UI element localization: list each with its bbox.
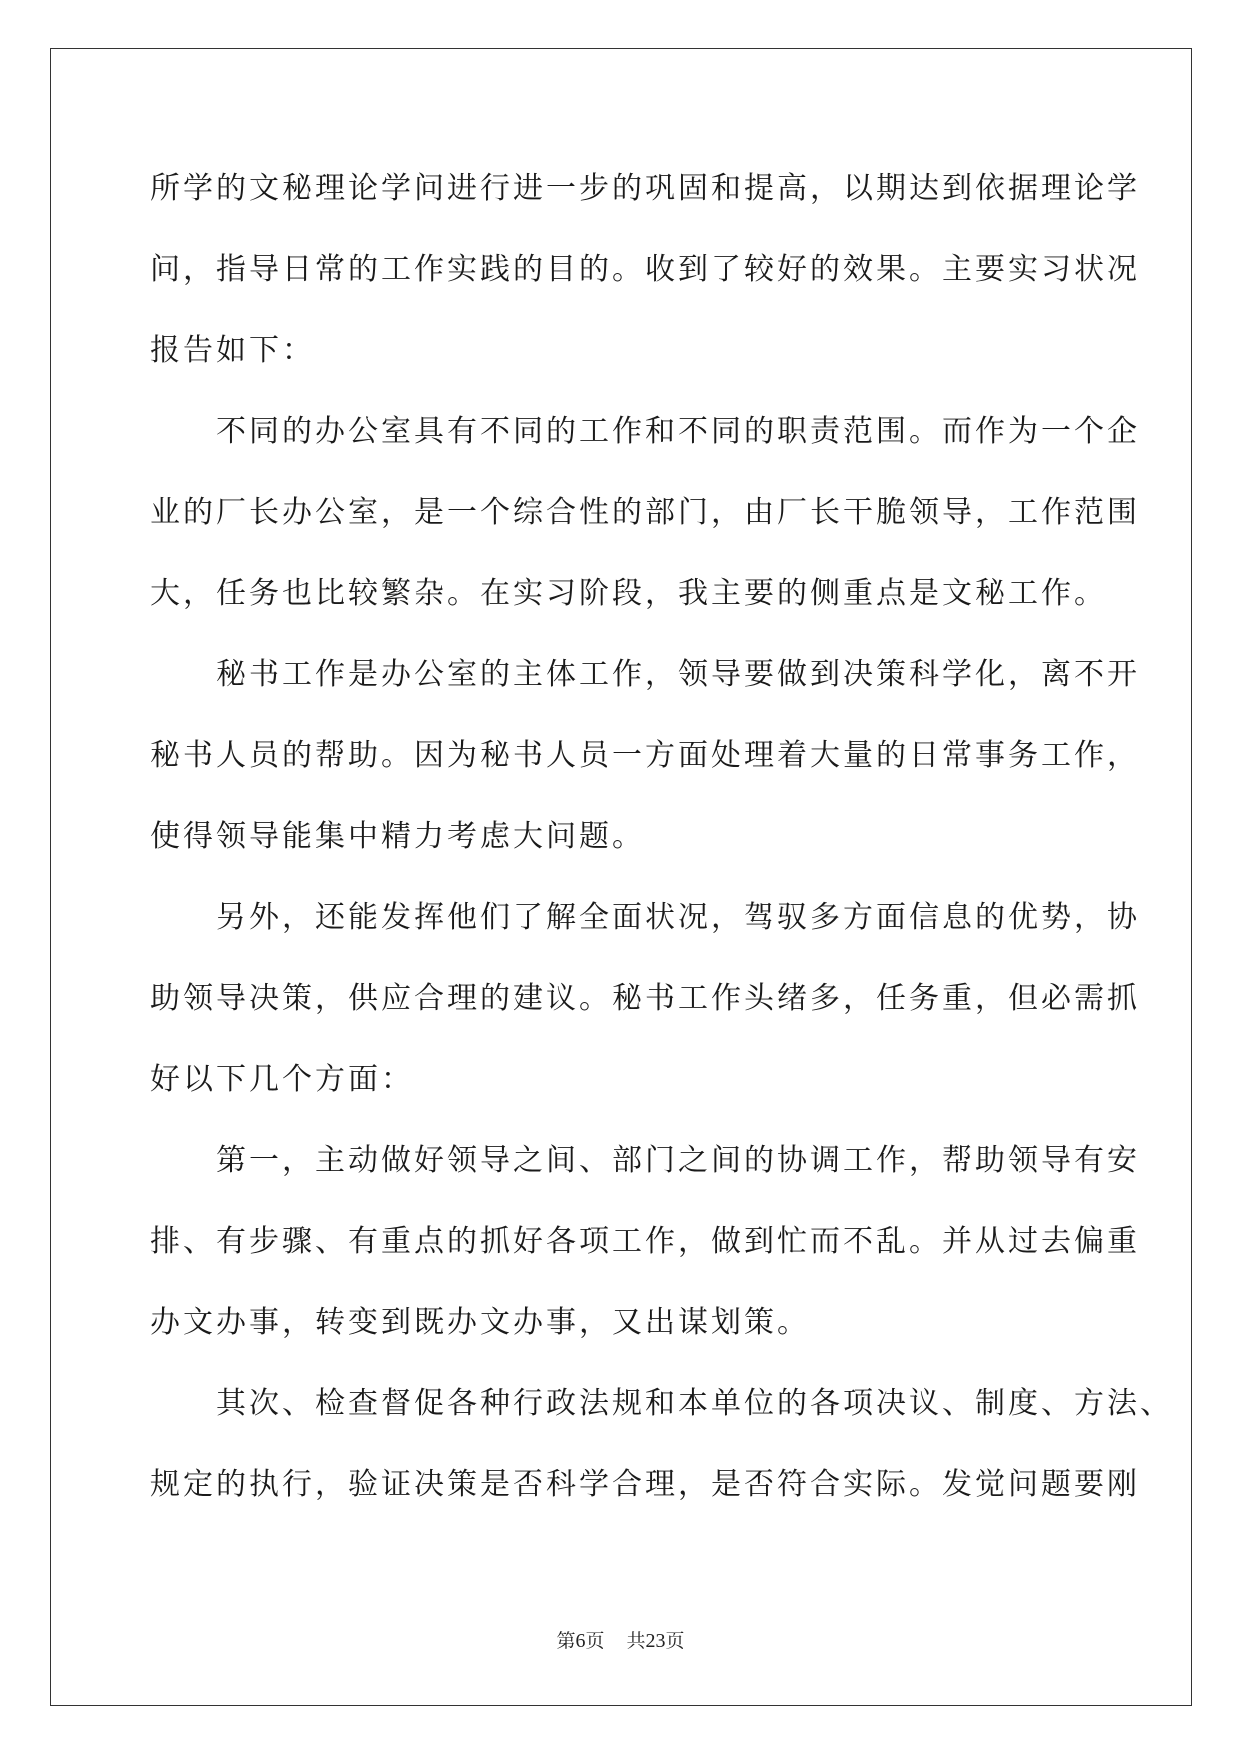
text-line: 报告如下： bbox=[150, 333, 315, 368]
page-prefix: 第 bbox=[556, 1630, 576, 1652]
text-line: 问，指导日常的工作实践的目的。收到了较好的效果。主要实习状况 bbox=[150, 252, 1140, 287]
text-line: 大，任务也比较繁杂。在实习阶段，我主要的侧重点是文秘工作。 bbox=[150, 576, 1107, 611]
text-line: 秘书人员的帮助。因为秘书人员一方面处理着大量的日常事务工作， bbox=[150, 738, 1140, 773]
page-number: 6 bbox=[575, 1630, 586, 1652]
paragraph-first-line: 第一，主动做好领导之间、部门之间的协调工作，帮助领导有安 bbox=[216, 1143, 1140, 1178]
total-pages: 23 bbox=[645, 1630, 666, 1652]
paragraph-first-line: 另外，还能发挥他们了解全面状况，驾驭多方面信息的优势，协 bbox=[216, 900, 1140, 935]
text-line: 使得领导能集中精力考虑大问题。 bbox=[150, 819, 645, 854]
text-line: 排、有步骤、有重点的抓好各项工作，做到忙而不乱。并从过去偏重 bbox=[150, 1224, 1140, 1259]
text-line: 好以下几个方面： bbox=[150, 1062, 414, 1097]
paragraph-first-line: 其次、检查督促各种行政法规和本单位的各项决议、制度、方法、 bbox=[216, 1386, 1173, 1421]
text-line: 业的厂长办公室，是一个综合性的部门，由厂长干脆领导，工作范围 bbox=[150, 495, 1140, 530]
page-footer bbox=[0, 1626, 1241, 1653]
paragraph-first-line: 秘书工作是办公室的主体工作，领导要做到决策科学化，离不开 bbox=[216, 657, 1140, 692]
total-prefix: 共 bbox=[626, 1630, 646, 1652]
text-line: 所学的文秘理论学问进行进一步的巩固和提高，以期达到依据理论学 bbox=[150, 171, 1140, 206]
text-line: 助领导决策，供应合理的建议。秘书工作头绪多，任务重，但必需抓 bbox=[150, 981, 1140, 1016]
document-body bbox=[150, 162, 1173, 1539]
text-line: 规定的执行，验证决策是否科学合理，是否符合实际。发觉问题要刚 bbox=[150, 1467, 1140, 1502]
paragraph-first-line: 不同的办公室具有不同的工作和不同的职责范围。而作为一个企 bbox=[216, 414, 1140, 449]
text-line: 办文办事，转变到既办文办事，又出谋划策。 bbox=[150, 1305, 810, 1340]
total-suffix: 页 bbox=[665, 1630, 685, 1652]
page-suffix: 页 bbox=[585, 1630, 605, 1652]
